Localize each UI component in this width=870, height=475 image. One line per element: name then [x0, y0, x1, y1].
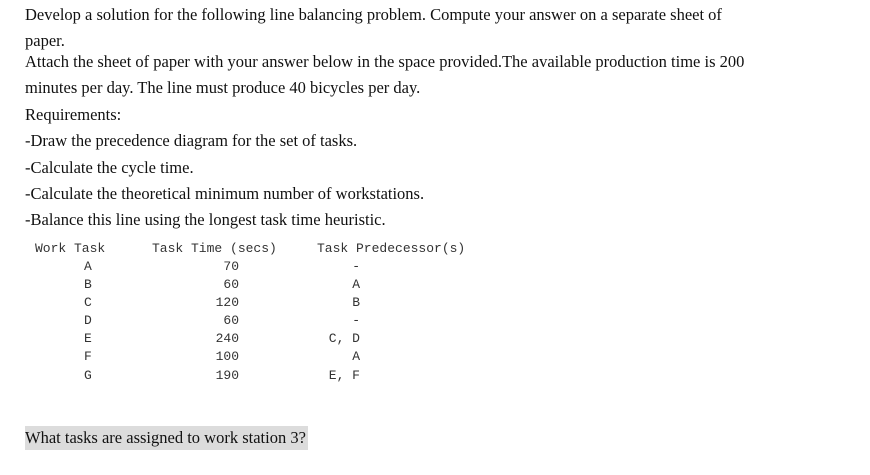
table-row-task: F [84, 349, 92, 364]
table-row-task: B [84, 277, 92, 292]
table-row-task: C [84, 295, 92, 310]
table-row-time: 240 [215, 331, 239, 346]
table-row-pred: A [352, 277, 360, 292]
intro-line-3: Attach the sheet of paper with your answer below in the space provided.The available production time is 200 [25, 52, 745, 71]
table-row-pred: C, D [328, 331, 360, 346]
intro-line-1: Develop a solution for the following line balancing problem. Compute your answer on a separate sheet of [25, 5, 722, 24]
question-text: What tasks are assigned to work station 3? [25, 426, 308, 450]
requirement-item: -Draw the precedence diagram for the set of tasks. [25, 131, 358, 150]
table-row-pred: B [352, 295, 360, 310]
table-row-time: 60 [223, 313, 239, 328]
table-row-task: E [84, 331, 92, 346]
header-work-task: Work Task [35, 241, 106, 256]
table-row-task: D [84, 313, 92, 328]
requirement-item: -Balance this line using the longest task time heuristic. [25, 210, 386, 229]
table-row-task: A [84, 259, 92, 274]
table-row-pred: E, F [328, 368, 360, 383]
intro-line-4: minutes per day. The line must produce 40 bicycles per day. [25, 78, 421, 97]
table-row-task: G [84, 368, 92, 383]
table-row-time: 100 [215, 349, 239, 364]
table-row-pred: A [352, 349, 360, 364]
table-row-time: 70 [223, 259, 239, 274]
requirements-heading: Requirements: [25, 105, 122, 124]
table-row-time: 60 [223, 277, 239, 292]
header-task-time: Task Time (secs) [152, 241, 277, 256]
header-task-predecessors: Task Predecessor(s) [317, 241, 466, 256]
table-row-pred: - [352, 313, 360, 328]
intro-line-2: paper. [25, 31, 65, 50]
table-row-time: 120 [215, 295, 239, 310]
table-row-pred: - [352, 259, 360, 274]
requirement-item: -Calculate the theoretical minimum number of workstations. [25, 184, 425, 203]
requirement-item: -Calculate the cycle time. [25, 158, 194, 177]
table-row-time: 190 [215, 368, 239, 383]
